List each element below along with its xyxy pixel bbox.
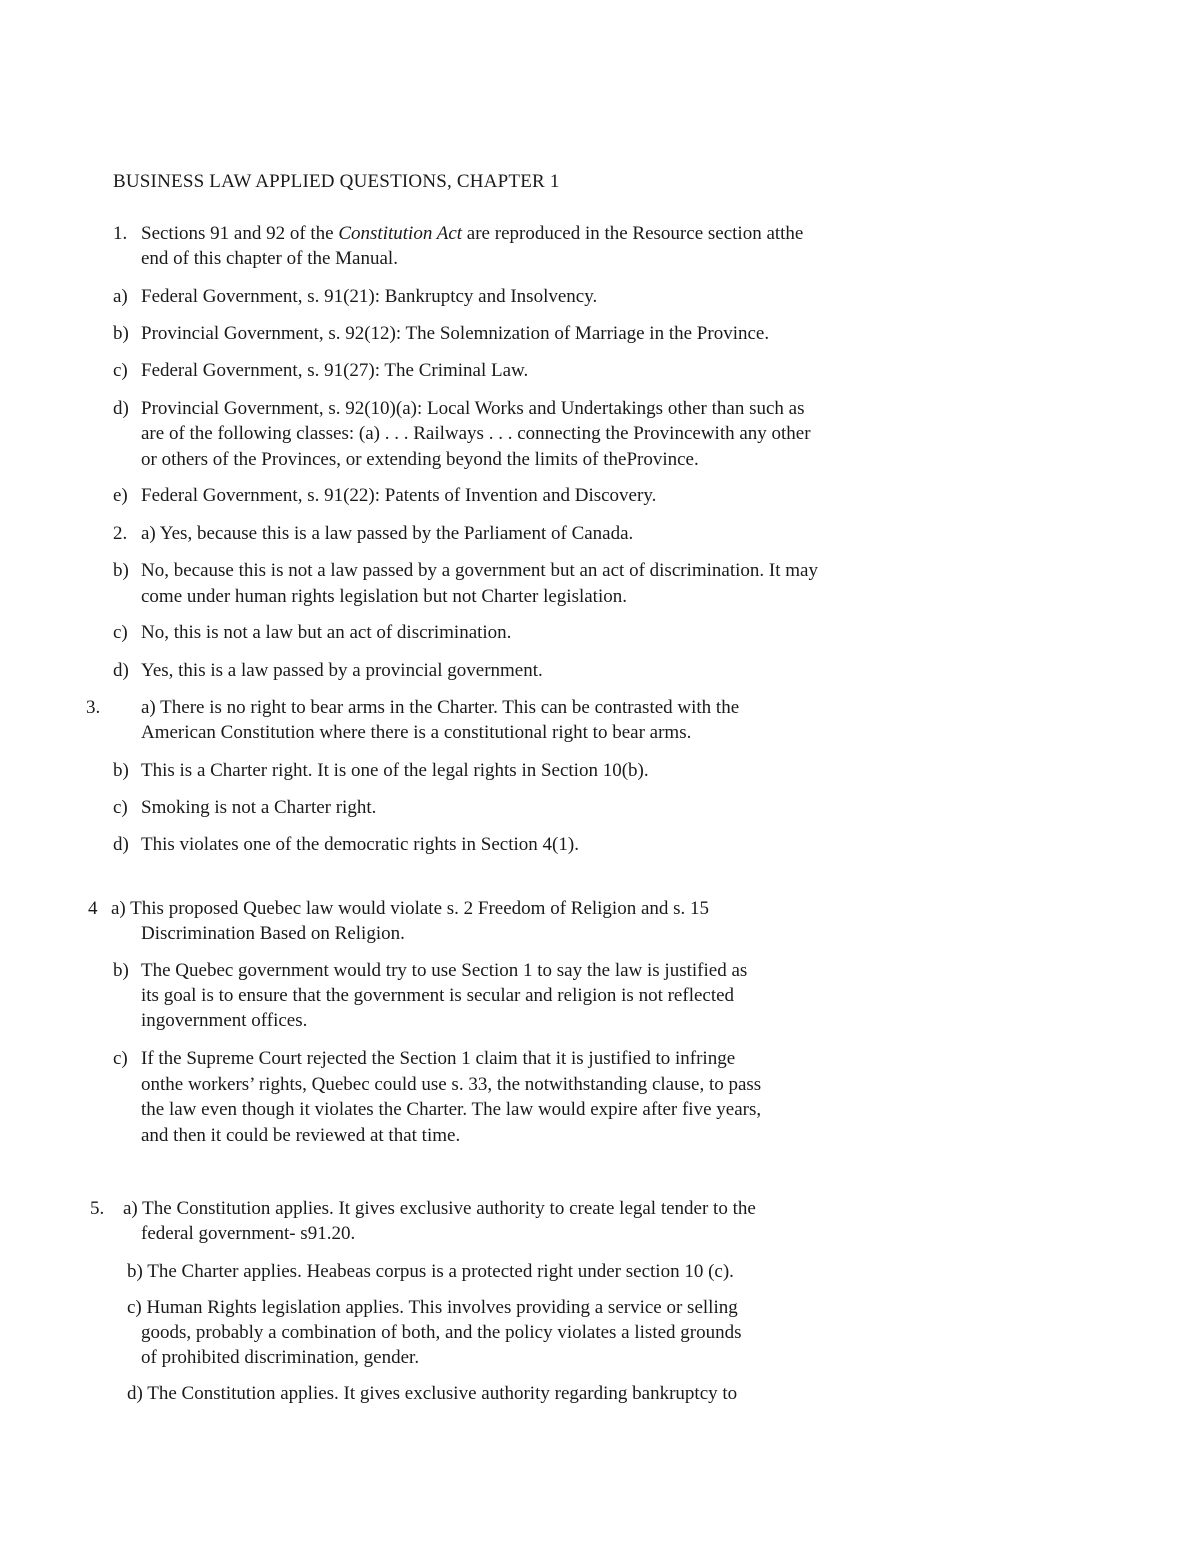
q1-intro-line-1: Sections 91 and 92 of the Constitution Act are reproduced in the Resource section atthe (141, 223, 804, 244)
q4a-line-2: Discrimination Based on Religion. (141, 923, 405, 944)
q1c-text: Federal Government, s. 91(27): The Criminal Law. (141, 360, 529, 381)
q2c-label: c) (113, 622, 128, 643)
q3-number: 3. (86, 697, 101, 718)
q3c-label: c) (113, 797, 128, 818)
q2b-line-2: come under human rights legislation but not Charter legislation. (141, 586, 627, 607)
q3d-label: d) (113, 834, 129, 855)
q1e-text: Federal Government, s. 91(22): Patents of Invention and Discovery. (141, 485, 657, 506)
q3c-text: Smoking is not a Charter right. (141, 797, 377, 818)
q1-number: 1. (113, 223, 128, 244)
q4b-line-2: its goal is to ensure that the government is secular and religion is not reflected (141, 985, 735, 1006)
q4b-label: b) (113, 960, 129, 981)
q4c-line-1: If the Supreme Court rejected the Section 1 claim that it is justified to infringe (141, 1048, 736, 1069)
q2b-label: b) (113, 560, 129, 581)
q5c-line-3: of prohibited discrimination, gender. (141, 1347, 420, 1368)
q4c-line-3: the law even though it violates the Charter. The law would expire after five years, (141, 1099, 762, 1120)
q3d-text: This violates one of the democratic rights in Section 4(1). (141, 834, 579, 855)
q1d-line-1: Provincial Government, s. 92(10)(a): Local Works and Undertakings other than such as (141, 398, 805, 419)
q4c-line-4: and then it could be reviewed at that time. (141, 1125, 461, 1146)
q4-number: 4 (88, 898, 98, 919)
q1d-line-2: are of the following classes: (a) . . . Railways . . . connecting the Provincewith any other (141, 423, 811, 444)
constitution-act-title: Constitution Act (338, 223, 463, 244)
q4c-label: c) (113, 1048, 128, 1069)
page-title: BUSINESS LAW APPLIED QUESTIONS, CHAPTER 1 (113, 171, 560, 192)
q5a-line-1: a) The Constitution applies. It gives exclusive authority to create legal tender to the (123, 1198, 756, 1219)
q5b-text: b) The Charter applies. Heabeas corpus is a protected right under section 10 (c). (127, 1261, 734, 1282)
q4a-line-1: a) This proposed Quebec law would violate s. 2 Freedom of Religion and s. 15 (111, 898, 710, 919)
q1e-label: e) (113, 485, 128, 506)
q1-intro-line-2: end of this chapter of the Manual. (141, 248, 398, 269)
q2b-line-1: No, because this is not a law passed by a government but an act of discrimination. It may (141, 560, 818, 581)
q5-number: 5. (90, 1198, 105, 1219)
q4b-line-1: The Quebec government would try to use Section 1 to say the law is justified as (141, 960, 748, 981)
q1a-label: a) (113, 286, 128, 307)
q2d-label: d) (113, 660, 129, 681)
q1d-line-3: or others of the Provinces, or extending beyond the limits of theProvince. (141, 449, 699, 470)
q2d-text: Yes, this is a law passed by a provincial government. (141, 660, 543, 681)
q4b-line-3: ingovernment offices. (141, 1010, 308, 1031)
q4c-line-2: onthe workers’ rights, Quebec could use s. 33, the notwithstanding clause, to pass (141, 1074, 762, 1095)
q3b-text: This is a Charter right. It is one of the legal rights in Section 10(b). (141, 760, 649, 781)
q5c-line-2: goods, probably a combination of both, and the policy violates a listed grounds (141, 1322, 742, 1343)
q3b-label: b) (113, 760, 129, 781)
q2c-text: No, this is not a law but an act of discrimination. (141, 622, 512, 643)
q2-number: 2. (113, 523, 128, 544)
q5c-line-1: c) Human Rights legislation applies. This involves providing a service or selling (127, 1297, 738, 1318)
q3a-line-2: American Constitution where there is a constitutional right to bear arms. (141, 722, 692, 743)
q2a-text: a) Yes, because this is a law passed by the Parliament of Canada. (141, 523, 634, 544)
q3a-line-1: a) There is no right to bear arms in the Charter. This can be contrasted with the (141, 697, 740, 718)
q1a-text: Federal Government, s. 91(21): Bankruptcy and Insolvency. (141, 286, 598, 307)
q5a-line-2: federal government- s91.20. (141, 1223, 356, 1244)
q1c-label: c) (113, 360, 128, 381)
q1b-text: Provincial Government, s. 92(12): The Solemnization of Marriage in the Province. (141, 323, 770, 344)
q1d-label: d) (113, 398, 129, 419)
q5d-line-1: d) The Constitution applies. It gives exclusive authority regarding bankruptcy to (127, 1383, 738, 1404)
q1b-label: b) (113, 323, 129, 344)
